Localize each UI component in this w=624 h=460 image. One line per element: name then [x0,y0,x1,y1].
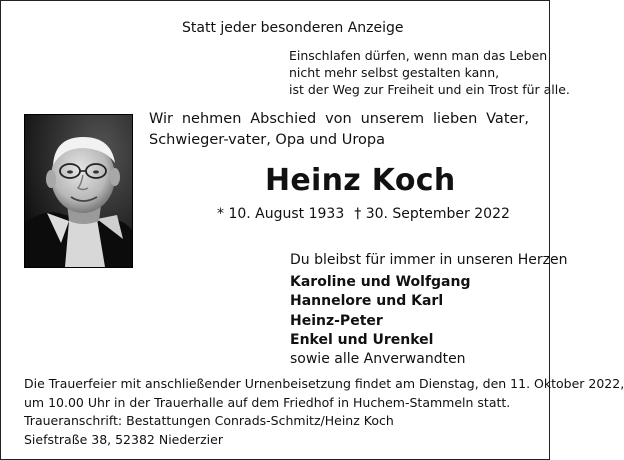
mourner-name: Heinz-Peter [290,312,383,329]
ceremony-line: Die Trauerfeier mit anschließender Urnenbeisetzung findet am Dienstag, den 11. Oktober 2022, [24,376,624,391]
farewell-text: Wir nehmen Abschied von unserem lieben Vater, Schwieger-vater, Opa und Uropa [149,111,529,148]
poem-line: Einschlafen dürfen, wenn man das Leben [289,48,548,63]
mourner-name: Hannelore und Karl [290,293,444,310]
address-line: Siefstraße 38, 52382 Niederzier [24,431,223,447]
ceremony-line: um 10.00 Uhr in der Trauerhalle auf dem Friedhof in Huchem-Stammeln statt. [24,394,511,410]
poem-line: nicht mehr selbst gestalten kann, [289,65,500,80]
intro-line: Statt jeder besonderen Anzeige [182,20,404,36]
poem-line: ist der Weg zur Freiheit und ein Trost für alle. [289,82,570,97]
portrait-photo [24,114,133,268]
death-date: † 30. September 2022 [354,206,510,222]
deceased-name: Heinz Koch [265,163,456,198]
birth-date: * 10. August 1933 [217,206,345,222]
portrait-image [25,115,132,267]
funeral-details [24,375,624,449]
remembrance-line: Du bleibst für immer in unseren Herzen [290,252,568,268]
mourner-relatives: sowie alle Anverwandten [290,351,466,368]
life-dates [217,206,510,222]
poem [289,47,570,98]
mourner-name: Enkel und Urenkel [290,331,434,348]
address-line: Traueranschrift: Bestattungen Conrads-Schmitz/Heinz Koch [24,413,394,428]
mourner-name: Karoline und Wolfgang [290,274,471,290]
mourners-list [290,273,471,369]
